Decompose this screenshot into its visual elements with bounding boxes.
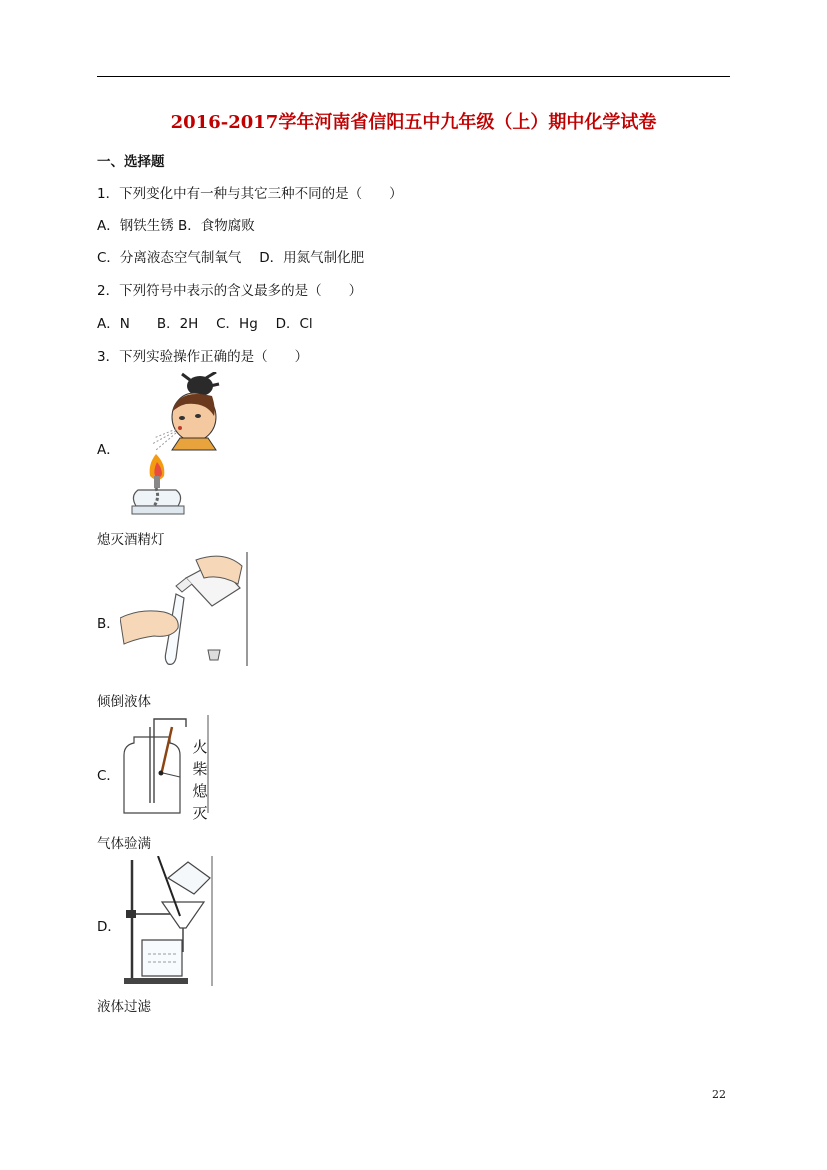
option-b-caption: 倾倒液体 — [97, 694, 151, 710]
question-1-stem: 1．下列变化中有一种与其它三种不同的是（ ） — [97, 186, 403, 202]
question-2-stem: 2．下列符号中表示的含义最多的是（ ） — [97, 283, 363, 299]
figure-text-char: 火 — [192, 738, 208, 756]
question-1-options-cd: C．分离液态空气制氧气 D．用氮气制化肥 — [97, 250, 365, 266]
option-c-figure-text — [191, 736, 209, 824]
blow-out-alcohol-lamp-image — [120, 372, 220, 517]
page-title: 2016-2017学年河南省信阳五中九年级（上）期中化学试卷 — [170, 112, 657, 133]
header-rule — [97, 76, 730, 77]
option-a-caption: 熄灭酒精灯 — [97, 532, 165, 548]
section-heading: 一、选择题 — [97, 154, 165, 170]
pouring-liquid-image — [120, 552, 250, 668]
option-d-caption: 液体过滤 — [97, 999, 151, 1015]
option-b-label: B． — [97, 616, 120, 632]
figure-text-char: 柴 — [192, 760, 208, 778]
figure-text-char: 熄 — [192, 782, 208, 800]
option-c-caption: 气体验满 — [97, 836, 151, 852]
figure-text-char: 灭 — [192, 804, 208, 822]
question-1-options-ab: A．钢铁生锈 B．食物腐败 — [97, 218, 255, 234]
option-c-label: C． — [97, 768, 120, 784]
filtration-apparatus-image — [120, 856, 214, 988]
page-number: 22 — [712, 1088, 726, 1101]
option-d-label: D． — [97, 919, 121, 935]
question-3-stem: 3．下列实验操作正确的是（ ） — [97, 349, 309, 365]
question-2-options: A．N B．2H C．Hg D．Cl — [97, 316, 313, 332]
option-a-label: A． — [97, 442, 120, 458]
